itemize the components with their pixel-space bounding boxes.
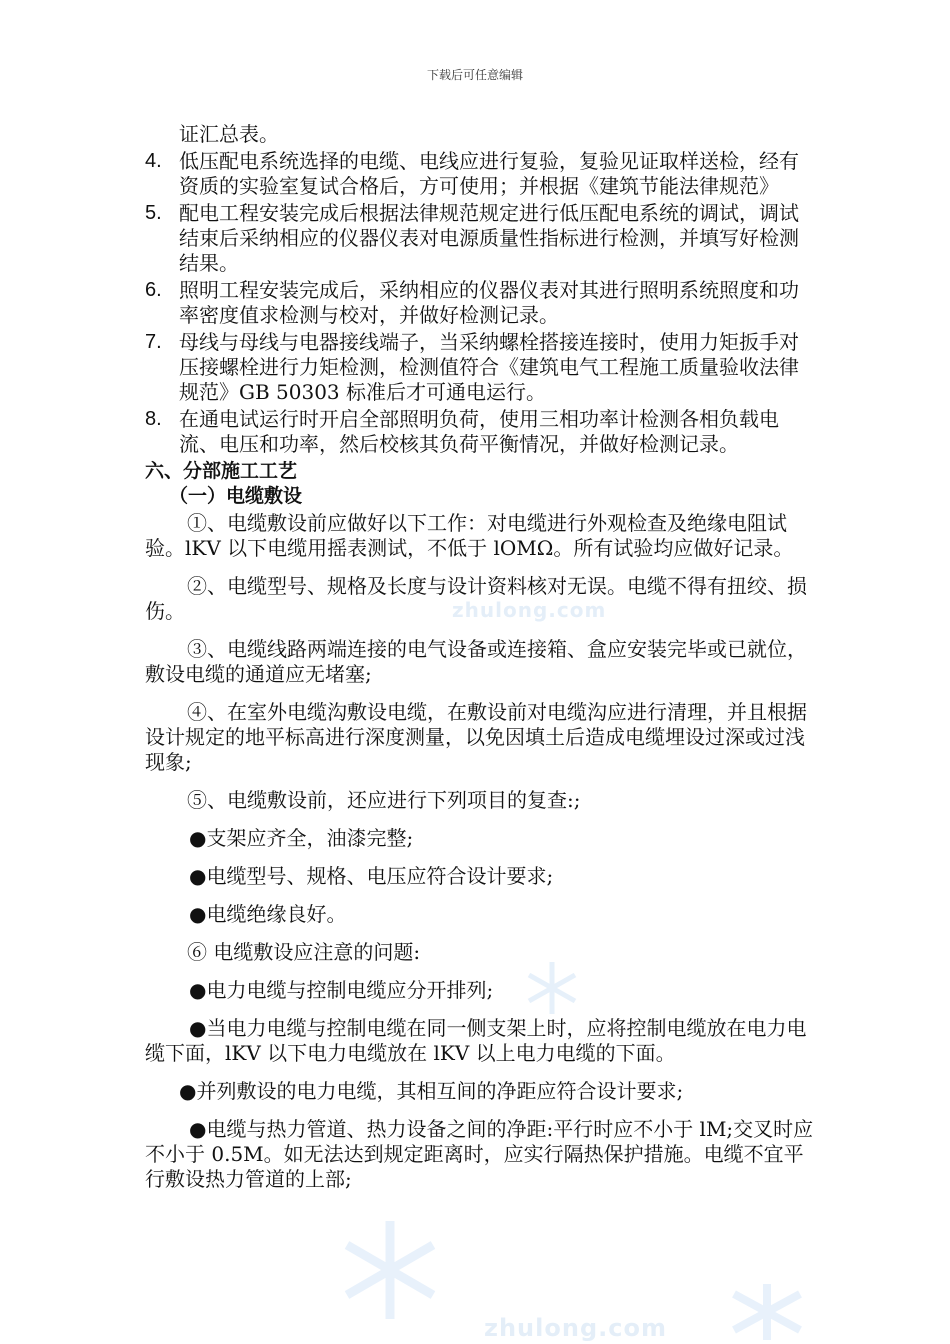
list-number: 8. [145, 408, 162, 430]
paragraph: ②、电缆型号、规格及长度与设计资料核对无误。电缆不得有扭绞、损伤。 [145, 574, 807, 623]
paragraph: ③、电缆线路两端连接的电气设备或连接箱、盒应安装完毕或已就位， 敷设电缆的通道应无堵塞; [145, 637, 807, 686]
list-number: 4. [145, 150, 162, 172]
paragraph: ①、电缆敷设前应做好以下工作：对电缆进行外观检查及绝缘电阻试验。lKV 以下电缆用摇表测试，不低于 lOMΩ。所有试验均应做好记录。 [145, 511, 794, 560]
list-number: 5. [145, 202, 162, 224]
list-text: 照明工程安装完成后，采纳相应的仪器仪表对其进行照明系统照度和功率密度值求检测与校对，并做好检测记录。 [179, 278, 799, 327]
watermark-text: zhulong.com [452, 598, 607, 622]
list-item [145, 407, 815, 457]
list-text: 配电工程安装完成后根据法律规范规定进行低压配电系统的调试，调试结束后采纳相应的仪器仪表对电源质量性指标进行检测，并填写好检测结果。 [179, 201, 799, 275]
watermark-snowflake-icon [335, 1215, 445, 1325]
page-header: 下载后可任意编辑 [426, 68, 523, 82]
list-item [145, 278, 815, 328]
list-text: 低压配电系统选择的电缆、电线应进行复验，复验见证取样送检，经有资质的实验室复试合格后，方可使用；并根据《建筑节能法律规范》 [179, 149, 799, 198]
list-text: 在通电试运行时开启全部照明负荷，使用三相功率计检测各相负载电流、电压和功率，然后校核其负荷平衡情况，并做好检测记录。 [179, 407, 779, 456]
bullet-item: ●电缆型号、规格、电压应符合设计要求; [189, 864, 554, 888]
section-heading: 六、分部施工工艺 [145, 460, 298, 482]
list-number: 6. [145, 279, 162, 301]
bullet-item: ●并列敷设的电力电缆，其相互间的净距应符合设计要求; [179, 1079, 684, 1103]
paragraph: ④、在室外电缆沟敷设电缆，在敷设前对电缆沟应进行清理，并且根据设计规定的地平标高进行深度测量，以免因填土后造成电缆埋设过深或过浅现象; [145, 700, 807, 774]
document-body [145, 122, 815, 1205]
subsection-heading: （一）电缆敷设 [169, 485, 303, 507]
bullet-item: ●当电力电缆与控制电缆在同一侧支架上时，应将控制电缆放在电力电缆下面，lKV 以下电力电缆放在 lKV 以上电力电缆的下面。 [145, 1016, 807, 1065]
paragraph: ⑤、电缆敷设前，还应进行下列项目的复查:; [187, 788, 581, 812]
continued-line: 证汇总表。 [179, 122, 279, 146]
bullet-item: ●电力电缆与控制电缆应分开排列; [189, 978, 494, 1002]
list-item [145, 149, 815, 199]
bullet-item: ●电缆与热力管道、热力设备之间的净距:平行时应不小于 lM;交叉时应不小于 0.5M。如无法达到规定距离时，应实行隔热保护措施。电缆不宜平行敷设热力管道的上部; [145, 1117, 814, 1191]
paragraph: ⑥ 电缆敷设应注意的问题: [187, 940, 421, 964]
list-item [145, 330, 815, 405]
list-text: 母线与母线与电器接线端子，当采纳螺栓搭接连接时，使用力矩扳手对压接螺栓进行力矩检测，检测值符合《建筑电气工程施工质量验收法律规范》GB 50303 标准后才可通电运行。 [179, 330, 799, 404]
bullet-item: ●电缆绝缘良好。 [189, 902, 347, 926]
list-number: 7. [145, 331, 162, 353]
watermark-snowflake-icon [722, 1280, 812, 1344]
watermark-text: zhulong.com [484, 1314, 667, 1342]
bullet-item: ●支架应齐全，油漆完整; [189, 826, 414, 850]
list-item [145, 201, 815, 276]
